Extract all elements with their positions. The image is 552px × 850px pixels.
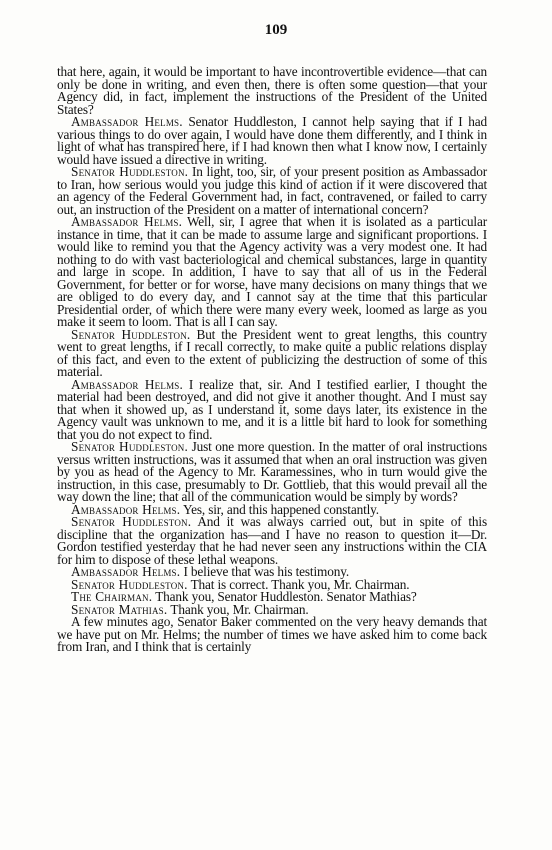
paragraph-text: Thank you, Mr. Chairman.: [170, 601, 309, 617]
paragraph-text: A few minutes ago, Senator Baker commented on the very heavy demands that we have put on Mr. Helms; the number of times we have asked him to come back from Iran, and I think that is certainly: [57, 614, 487, 654]
paragraph-text: And it was always carried out, but in spite of this discipline that the organization has—and I have no reason to question it—Dr. Gordon testified yesterday that he had never seen any instructions within the CIA for him to dispose of these lethal weapons.: [57, 514, 487, 567]
paragraph-text: I realize that, sir. And I testified earlier, I thought the material had been destroyed, and did not give it another thought. And I must say that when it showed up, as I understand it, some days later, its existence in the Agency vault was unknown to me, and it is a little bit hard to look for something that you do not expect to find.: [57, 376, 487, 442]
speaker-name: Ambassador Helms.: [71, 114, 183, 129]
paragraph: [57, 216, 487, 329]
paragraph-text: That is correct. Thank you, Mr. Chairman.: [190, 576, 410, 592]
paragraph-text: In light, too, sir, of your present position as Ambassador to Iran, how serious would you judge this kind of action if it were discovered that an agency of the Federal Government had, in fact, contravened, or failed to carry out, an instruction of the President on a matter of international concern?: [57, 164, 487, 217]
paragraph: [57, 376, 487, 442]
paragraph: [57, 166, 487, 216]
paragraph-text: Thank you, Senator Huddleston. Senator Mathias?: [155, 589, 417, 604]
paragraph: [57, 516, 487, 566]
speaker-name: Ambassador Helms.: [71, 214, 183, 229]
speaker-name: Senator Huddleston.: [71, 576, 188, 592]
speaker-name: Senator Huddleston.: [71, 514, 192, 529]
paragraph: [57, 116, 487, 166]
transcript-body: [57, 66, 487, 654]
paragraph-text: Yes, sir, and this happened constantly.: [182, 501, 379, 517]
paragraph: [57, 66, 487, 116]
paragraph: [57, 326, 487, 379]
paragraph: [57, 616, 487, 654]
paragraph-text: Senator Huddleston, I cannot help saying that if I had various things to do over again, I would have done them differently, and I think in light of what has transpired here, if I had known then what I know now, I certainly would have issued a directive in writing.: [57, 114, 487, 167]
paragraph: [57, 441, 487, 504]
speaker-name: The Chairman.: [71, 589, 153, 604]
speaker-name: Senator Huddleston.: [71, 439, 189, 454]
speaker-name: Ambassador Helms.: [71, 501, 181, 517]
paragraph-text: But the President went to great lengths, this country went to great lengths, if I recall correctly, to make quite a public relations display of this fact, and even to the extent of publicizing the destruction of some of this material.: [57, 326, 487, 379]
paragraph-text: Well, sir, I agree that when it is isolated as a particular instance in time, that it can be made to assume large and significant proportions. I would like to remind you that the Agency activity was a very modest one. It had nothing to do with vast bacteriological and chemical substances, large in quantity and large in scope. In addition, I have to say that all of us in the Federal Government, for better or for worse, have many decisions on many things that we are obliged to do every day, and I cannot say at the time that this particular Presidential order, of which there were many every week, loomed as large as you make it seem to loom. That is all I can say.: [57, 214, 487, 329]
paragraph-text: that here, again, it would be important to have incontrovertible evidence—that can only be done in writing, and even then, there is often some question—that your Agency did, in fact, implement the instructions of the President of the United States?: [57, 64, 487, 117]
speaker-name: Senator Huddleston.: [71, 326, 191, 342]
speaker-name: Senator Mathias.: [71, 601, 168, 617]
speaker-name: Ambassador Helms.: [71, 376, 183, 392]
speaker-name: Senator Huddleston.: [71, 164, 189, 179]
page-number: 109: [264, 22, 288, 38]
speaker-name: Ambassador Helms.: [71, 564, 181, 579]
paragraph-text: I believe that was his testimony.: [183, 564, 350, 579]
paragraph-text: Just one more question. In the matter of oral instructions versus written instructions, was it assumed that when an oral instruction was given by you as head of the Agency to Mr. Karamessines, who in turn would give the instruction, in this case, presumably to Dr. Gottlieb, that this would prevail all the way down the line; that all of the communication would be simply by words?: [57, 439, 487, 504]
